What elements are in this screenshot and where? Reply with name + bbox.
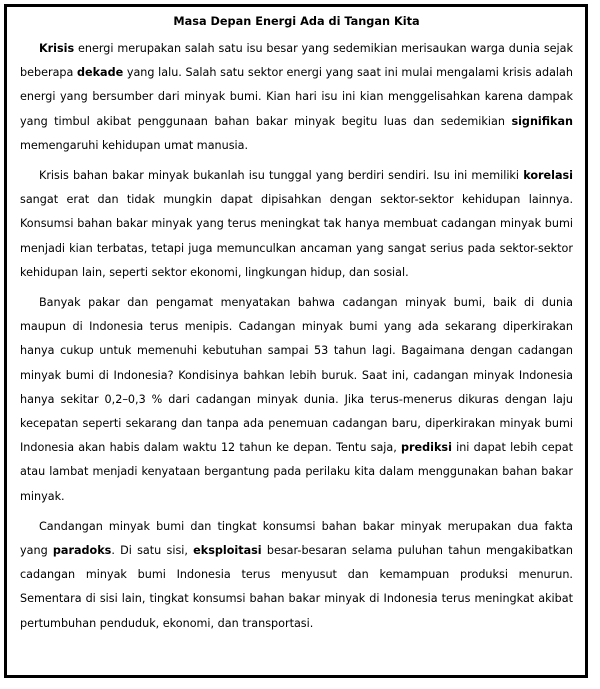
paragraph-2-span-2: korelasi (523, 169, 573, 183)
paragraph-1-span-1: Krisis (39, 42, 75, 55)
paragraph-4-span-3: . Di satu sisi, (111, 544, 194, 558)
paragraph-1-span-5: signifikan (511, 114, 573, 128)
paragraph-2 (20, 164, 573, 285)
article-title: Masa Depan Energi Ada di Tangan Kita (173, 15, 420, 28)
paragraph-3-span-2: prediksi (401, 441, 452, 455)
paragraph-1 (20, 37, 573, 158)
paragraph-1-span-6: memengaruhi kehidupan umat manusia. (20, 138, 249, 152)
article-frame (4, 4, 588, 678)
paragraph-1-span-3: dekade (77, 66, 124, 80)
paragraph-4-span-1: Candangan minyak bumi dan tingkat konsumsi bahan bakar minyak merupakan dua fakta yang (20, 519, 573, 558)
paragraph-3-span-1: Banyak pakar dan pengamat menyatakan bahwa cadangan minyak bumi, baik di dunia maupun di Indonesia terus menipis. Cadangan minyak bumi yang ada sekarang diperkirakan hanya cukup untuk memenuhi kebutuhan sampai 53 tahun lagi. Bagaimana dengan cadangan minyak bumi di Indonesia? Kondisinya bahkan lebih buruk. Saat ini, cadangan minyak Indonesia hanya sekitar 0,2–0,3 % dari cadangan minyak dunia. Jika terus-menerus dikuras dengan laju kecepatan seperti sekarang dan tanpa ada penemuan cadangan baru, diperkirakan minyak bumi Indonesia akan habis dalam waktu 12 tahun ke depan. Tentu saja, (20, 296, 573, 455)
paragraph-1-span-4: yang lalu. Salah satu sektor energi yang saat ini mulai mengalami krisis adalah energi yang bersumber dari minyak bumi. Kian hari isu ini kian menggelisahkan karena dampak yang timbul akibat penggunaan bahan bakar minyak begitu luas dan sedemikian (20, 66, 573, 128)
paragraph-4-span-4: eksploitasi (193, 544, 262, 558)
paragraph-1-span-2: energi merupakan salah satu isu besar yang sedemikian merisaukan warga dunia sejak beberapa (20, 42, 573, 80)
paragraph-4-span-5: besar-besaran selama puluhan tahun mengakibatkan cadangan minyak bumi Indonesia terus menyusut dan kemampuan produksi menurun. Sementara di sisi lain, tingkat konsumsi bahan bakar minyak di Indonesia terus meningkat akibat pertumbuhan penduduk, ekonomi, dan transportasi. (20, 544, 573, 630)
paragraph-3-span-3: ini dapat lebih cepat atau lambat menjadi kenyataan bergantung pada perilaku kita dalam menggunakan bahan bakar minyak. (20, 441, 573, 503)
paragraph-2-span-1: Krisis bahan bakar minyak bukanlah isu tunggal yang berdiri sendiri. Isu ini memiliki (39, 169, 524, 183)
paragraph-2-span-3: sangat erat dan tidak mungkin dapat dipisahkan dengan sektor-sektor kehidupan lainnya. Konsumsi bahan bakar minyak yang terus meningkat tak hanya membuat cadangan minyak bumi menjadi kian terbatas, tetapi juga memunculkan ancaman yang sangat serius pada sektor-sektor kehidupan lain, seperti sektor ekonomi, lingkungan hidup, dan sosial. (20, 193, 573, 279)
paragraph-4-span-2: paradoks (52, 544, 112, 558)
paragraph-4 (20, 515, 573, 636)
paragraph-3 (20, 291, 573, 509)
